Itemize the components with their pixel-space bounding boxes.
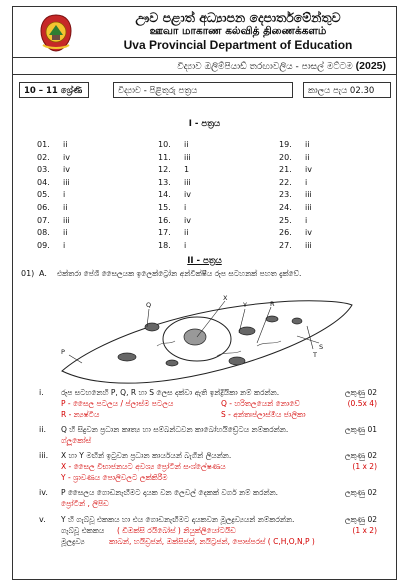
item-5-question: Y හි ගැබ්වූ එකකය හා එය ගොඩනැඟීමට දායකවන මූලද්‍රව්‍යයන් නම්කරන්න. <box>61 515 295 524</box>
answer-item <box>37 227 67 239</box>
time-cell: කාලය පැය 02.30 <box>303 82 391 98</box>
answer-value: iv <box>63 165 70 175</box>
answer-number: 10. <box>158 140 171 149</box>
answer-value: ii <box>63 140 68 149</box>
answer-number: 06. <box>37 203 50 212</box>
answer-item <box>37 202 67 214</box>
muscle-cell-diagram <box>57 291 357 391</box>
header <box>13 7 396 57</box>
label-t: T <box>313 351 317 359</box>
answer-number: 19. <box>279 140 292 149</box>
answer-item <box>158 215 191 227</box>
item-1-answer-p: P - සෛල පටලය / ප්ලාස්ම පටලය <box>61 399 174 408</box>
exam-page <box>12 6 397 580</box>
answer-item <box>158 177 191 189</box>
item-1-answer-s: S - අන්තඃප්ලාස්මීය ජාලිකා <box>221 410 306 419</box>
provincial-crest-icon <box>37 13 75 53</box>
item-2-question: Q හි සිදුවන ප්‍රධාන කෘත්‍ය හා සම්බන්ධවන කාබෝහයිඩ්‍රේටය නම්කරන්න. <box>61 425 289 434</box>
answer-value: iv <box>184 190 191 200</box>
dept-name-tamil: ஊவா மாகாண கல்வித் திணைக்களம் <box>149 25 327 37</box>
subject-cell: විද්‍යාව - පිළිතුරු පත්‍රය <box>113 82 293 98</box>
answer-item <box>158 227 188 239</box>
label-r: R <box>270 300 275 308</box>
answer-value: ii <box>305 140 310 149</box>
answer-item <box>158 202 186 214</box>
answer-number: 04. <box>37 177 50 187</box>
label-x: X <box>223 294 228 302</box>
answer-item <box>37 164 70 176</box>
answer-value: ii <box>184 140 189 149</box>
item-3-answer-x: X - සෛල විභාජනයට අවශ්‍ය ප්‍රෝටීන් සංශ්ලේෂණය <box>61 462 226 471</box>
answer-value: iv <box>305 165 312 175</box>
answer-item <box>158 152 191 164</box>
answer-item <box>279 164 312 176</box>
answer-number: 18. <box>158 240 171 250</box>
item-1-marks: ලකුණු 02 <box>344 388 377 397</box>
item-4-marks: ලකුණු 02 <box>344 488 377 497</box>
answer-item <box>158 240 186 252</box>
answer-value: iii <box>63 177 70 187</box>
answer-value: i <box>63 190 66 200</box>
answer-number: 17. <box>158 228 171 238</box>
answer-item <box>158 164 189 176</box>
answer-value: i <box>305 177 308 187</box>
item-3-question: X හා Y මඟින් ඉටුවන ප්‍රධාන කාර්යයන් බැගින් ලියන්න. <box>61 451 232 460</box>
answer-number: 03. <box>37 165 50 175</box>
item-4-num: iv. <box>39 488 48 497</box>
answer-number: 20. <box>279 152 292 162</box>
answer-number: 14. <box>158 190 171 200</box>
item-5-answer-elements: කාබන්, හයිඩ්‍රජන්, ඔක්සිජන්, නයිට්‍රජන්, පොස්පරස් ( C,H,O,N,P ) <box>109 537 315 546</box>
item-2-num: ii. <box>39 425 46 434</box>
answer-value: iii <box>184 177 191 187</box>
exam-title: විද්‍යාව ඔලිම්පියාඩ් තරඟාවලිය - පාසල් මට්ටම <box>177 62 353 72</box>
label-s: S <box>319 343 324 351</box>
answer-number: 11. <box>158 152 171 162</box>
er-membranes <box>157 341 281 356</box>
answer-value: iv <box>184 215 191 225</box>
header-title-block <box>83 10 393 52</box>
question-number: 01) <box>21 269 35 278</box>
item-1-marks-breakdown: (0.5x 4) <box>347 399 377 408</box>
item-3-marks: ලකුණු 02 <box>344 451 377 460</box>
answer-number: 22. <box>279 177 292 187</box>
answer-item <box>279 202 312 214</box>
label-p: P <box>61 348 65 356</box>
item-1-question: රූප සටහනෙහි P, Q, R හා S ලෙස දක්වා ඇති ඉන්ද්‍රියිකා නම් කරන්න. <box>61 388 280 397</box>
item-4-question: P සෛලය ගොඩනැඟීමට දායක වන ලෙවල් දෙකක් වර්ග නම් කරන්න. <box>61 488 279 497</box>
answer-item <box>158 139 188 151</box>
item-5-marks-breakdown: (1 x 2) <box>352 526 377 535</box>
answer-item <box>279 227 312 239</box>
item-2-answer: ග්ලූකෝස් <box>61 436 92 445</box>
cell-outline <box>62 301 352 383</box>
item-5-unit-label: ගැබ්වූ එකකය <box>61 526 105 535</box>
answer-item <box>37 177 70 189</box>
answer-item <box>279 139 309 151</box>
answer-number: 01. <box>37 140 50 149</box>
answer-item <box>279 177 307 189</box>
nucleolus <box>184 329 206 345</box>
answer-number: 09. <box>37 240 50 250</box>
item-1-answer-r: R - න්‍යෂ්ටිය <box>61 410 100 419</box>
answer-number: 07. <box>37 215 50 225</box>
question-intro: එක්තරා පේශි සෛලයක ඉලෙක්ට්‍රෝන අන්වීක්ෂීය රූප සටහනක් පහත දැක්වේ. <box>57 269 302 278</box>
answer-value: ii <box>184 228 189 238</box>
answer-value: iii <box>184 152 191 162</box>
answer-value: i <box>63 240 66 250</box>
answer-value: i <box>184 203 187 212</box>
label-q: Q <box>146 301 152 309</box>
answer-value: ii <box>63 228 68 238</box>
item-2-marks: ලකුණු 01 <box>344 425 377 434</box>
section-2-title: II - පත්‍රය <box>187 256 222 266</box>
answer-item <box>279 240 312 252</box>
answer-item <box>279 215 307 227</box>
answer-number: 27. <box>279 240 292 250</box>
answer-value: iii <box>305 203 312 212</box>
answer-number: 05. <box>37 190 50 200</box>
answer-value: iv <box>63 152 70 162</box>
grade-cell: 10 – 11 ශ්‍රේණි <box>19 82 89 98</box>
answer-value: iv <box>305 228 312 238</box>
answer-item <box>37 152 70 164</box>
answer-value: ii <box>63 203 68 212</box>
answer-number: 15. <box>158 203 171 212</box>
question-part: A. <box>39 269 47 278</box>
answer-value: i <box>305 215 308 225</box>
item-1-answer-q: Q - හරිතලයෙන් නොවේ <box>221 399 300 408</box>
answer-item <box>37 189 65 201</box>
item-5-num: v. <box>39 515 46 524</box>
item-1-num: i. <box>39 388 44 397</box>
answer-number: 26. <box>279 228 292 238</box>
answer-item <box>158 189 191 201</box>
item-5-marks: ලකුණු 02 <box>344 515 377 524</box>
answer-value: iii <box>305 240 312 250</box>
answer-value: iii <box>305 190 312 200</box>
answer-number: 21. <box>279 165 292 175</box>
item-5-elements-label: මූලද්‍රව්‍ය <box>61 537 85 546</box>
answer-number: 16. <box>158 215 171 225</box>
exam-year: (2025) <box>355 60 386 72</box>
label-y: Y <box>243 301 247 309</box>
item-4-answer: ප්‍රෝටීන් , ලිපිඩ <box>61 499 109 508</box>
answer-value: 1 <box>184 165 190 175</box>
answer-number: 23. <box>279 190 292 200</box>
item-5-answer-unit: ( ඩීඔක්සි රයිබෝස් ) නියුක්ලියෝටයිඩ <box>117 526 236 535</box>
answer-value: ii <box>305 152 310 162</box>
answer-item <box>279 152 309 164</box>
item-3-answer-y: Y - ශ්‍රාවණය පොලිවලට ලක්කිරීම <box>61 473 168 482</box>
exam-title-bar <box>13 57 396 75</box>
answer-item <box>37 240 65 252</box>
answer-item <box>37 215 70 227</box>
organelles <box>118 316 302 366</box>
info-row <box>13 82 396 100</box>
dept-name-sinhala: ඌව පළාත් අධ්‍යාපන දෙපාර්තමේන්තුව <box>135 10 341 25</box>
answer-value: iii <box>63 215 70 225</box>
answer-item <box>279 189 312 201</box>
answer-number: 13. <box>158 177 171 187</box>
item-3-marks-breakdown: (1 x 2) <box>352 462 377 471</box>
answer-number: 24. <box>279 203 292 212</box>
answer-number: 08. <box>37 228 50 238</box>
answer-item <box>37 139 67 151</box>
answer-number: 02. <box>37 152 50 162</box>
answer-value: i <box>184 240 187 250</box>
answer-number: 12. <box>158 165 171 175</box>
dept-name-english: Uva Provincial Department of Education <box>123 38 353 52</box>
section-1-title: I - පත්‍රය <box>188 119 221 129</box>
answer-number: 25. <box>279 215 292 225</box>
item-3-num: iii. <box>39 451 49 460</box>
